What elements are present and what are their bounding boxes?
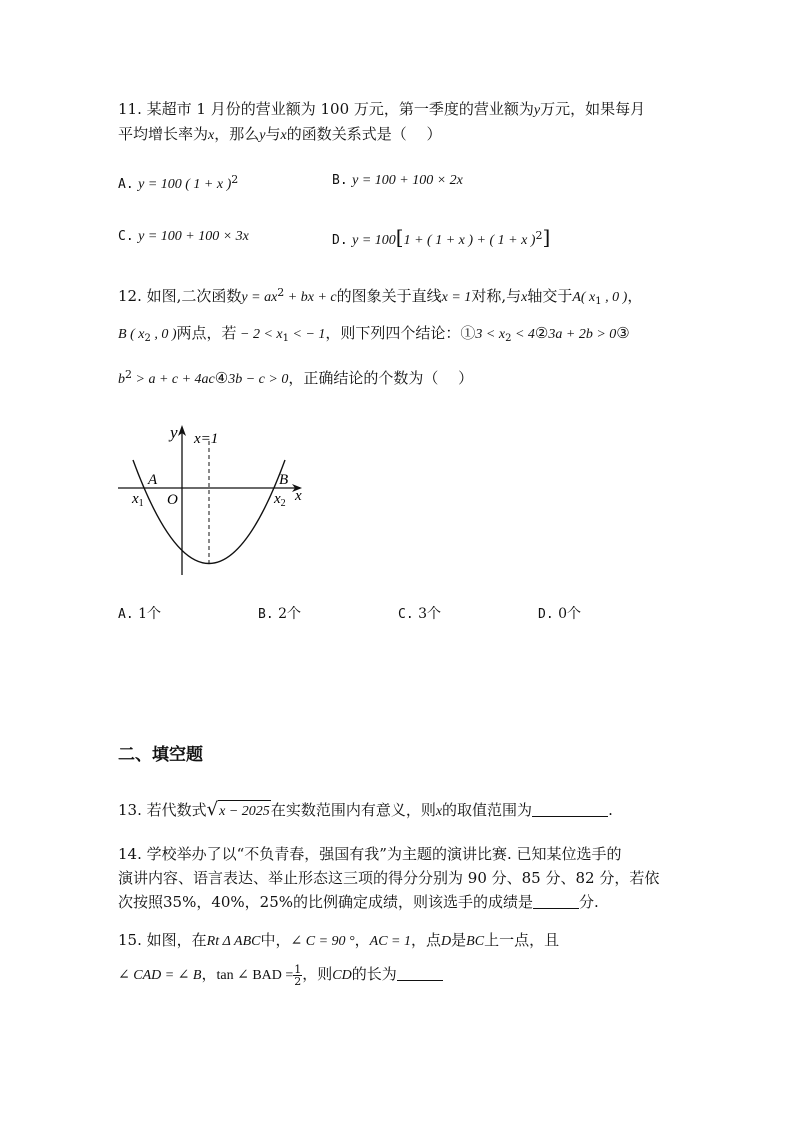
q15-line1 <box>118 929 559 953</box>
option-expr: 1 + ( 1 + x ) + ( 1 + x ) <box>403 233 536 248</box>
coord: , 0 ) <box>601 290 628 305</box>
punct: ， <box>354 931 370 949</box>
q11-text: 与 <box>265 125 281 143</box>
q13-line: 13. 若代数式√x − 2025在实数范围内有意义，则x的取值范围为 . <box>118 799 613 823</box>
conclusion-1: < 4 <box>511 327 535 342</box>
q12-line2 <box>118 322 630 350</box>
function-expr: + bx + c <box>284 290 337 305</box>
q12-text: 两点，若 <box>176 324 237 342</box>
q11-number: 11. <box>118 100 142 118</box>
conclusion-4: 3b − c > 0 <box>228 372 289 387</box>
conclusion-mark: ③ <box>616 324 630 342</box>
inequality: − 2 < x <box>236 327 283 342</box>
radicand: x − 2025 <box>218 800 271 823</box>
segment-bc: BC <box>466 934 485 949</box>
q14-text: 分. <box>579 893 599 911</box>
superscript: 2 <box>231 173 239 186</box>
q15-text: 上一点，且 <box>484 931 560 949</box>
fraction-denominator: 2 <box>294 974 302 988</box>
var-x: x <box>521 290 528 305</box>
point-b-label: B <box>279 472 289 488</box>
option-value: 2个 <box>278 606 302 622</box>
q11-text: 万元，如果每月 <box>540 100 646 118</box>
q12-number: 12. <box>118 287 142 305</box>
q14-number: 14. <box>118 845 142 863</box>
q12-option-c[interactable] <box>398 604 441 625</box>
q15-text: ，点 <box>411 931 442 949</box>
superscript: 2 <box>277 286 285 299</box>
option-label: B. <box>332 173 348 188</box>
x2-label-sub: 2 <box>280 498 286 509</box>
q12-text: 轴交于 <box>527 287 573 305</box>
axis-expr: x = 1 <box>441 290 472 305</box>
q15-text: 的长为 <box>351 965 397 983</box>
q14-text: 次按照35%，40%，25%的比例确定成绩，则该选手的成绩是 <box>118 893 534 911</box>
y-axis-label: y <box>170 423 178 442</box>
option-label: B. <box>258 607 274 622</box>
q12-text: ，则下列四个结论：① <box>325 324 476 342</box>
q11-option-d[interactable]: D. y = 100[1 + ( 1 + x ) + ( 1 + x )$^2$] <box>332 225 551 249</box>
point-b: B <box>118 327 127 342</box>
x2-label <box>273 491 286 509</box>
q12-option-b[interactable] <box>258 604 301 625</box>
option-label: A. <box>118 607 134 622</box>
q11-option-c[interactable] <box>118 226 249 247</box>
q15-number: 15. <box>118 931 142 949</box>
q11-text: 的函数关系式是（ ） <box>286 125 442 143</box>
q14-line2 <box>118 867 659 889</box>
coord: , 0 ) <box>150 327 177 342</box>
q12-line3 <box>118 364 473 391</box>
q12-text: 的图象关于直线 <box>336 287 442 305</box>
q14-text: 演讲内容、语言表达、举止形态这三项的得分分别为 90 分、85 分、82 分，若依 <box>118 869 660 887</box>
q15-text: 如图，在 <box>146 931 207 949</box>
option-expr: y = 100 + 100 × 2x <box>352 173 463 188</box>
fraction <box>293 964 302 987</box>
q11-option-b[interactable] <box>332 170 463 191</box>
x-axis-label: x <box>295 488 302 504</box>
subscript: 1 <box>282 333 289 344</box>
q11-line2 <box>118 123 441 147</box>
origin-label: O <box>167 492 178 508</box>
superscript: 2 <box>125 368 132 381</box>
superscript: 2 <box>535 229 543 242</box>
q14-line1 <box>118 843 622 865</box>
q11-text: ，那么 <box>214 125 260 143</box>
var-x: x <box>208 128 215 143</box>
q13-text: 的取值范围为 <box>442 801 533 819</box>
parabola-figure <box>110 415 310 585</box>
q13-text: 在实数范围内有意义，则 <box>270 801 436 819</box>
option-label: C. <box>398 607 414 622</box>
q12-line1 <box>118 282 642 313</box>
angle-expr: ∠ CAD = ∠ B <box>118 968 202 983</box>
tan-expr: tan ∠ BAD = <box>216 968 294 983</box>
conclusion-2: 3a + 2b > 0 <box>548 327 617 342</box>
punct: . <box>608 801 613 819</box>
option-expr: y = 100 + 100 × 3x <box>138 229 249 244</box>
function-expr: y = ax <box>241 290 278 305</box>
q11-text: 某超市 1 月份的营业额为 100 万元，第一季度的营业额为 <box>146 100 534 118</box>
subscript: 2 <box>505 333 512 344</box>
var-y: y <box>259 128 266 143</box>
q15-line2 <box>118 963 443 987</box>
triangle-expr: Rt Δ ABC <box>206 934 261 949</box>
x1-label <box>131 491 144 509</box>
subscript: 2 <box>144 333 151 344</box>
answer-blank[interactable] <box>532 801 608 817</box>
conclusion-mark: ② <box>534 324 549 342</box>
q15-text: 中， <box>260 931 291 949</box>
var-x: x <box>435 804 443 819</box>
q13-text: 若代数式 <box>146 801 207 819</box>
subscript: 1 <box>595 296 602 307</box>
var-y: y <box>533 103 541 118</box>
length-expr: AC = 1 <box>369 934 412 949</box>
conclusion-1: 3 < x <box>475 327 506 342</box>
point-d: D <box>441 934 452 949</box>
punct: ， <box>627 287 643 305</box>
option-label: A. <box>118 177 134 192</box>
angle-expr: ∠ C = 90 ° <box>290 934 355 949</box>
symmetry-label: x=1 <box>194 431 219 447</box>
option-expr: y = 100 <box>352 233 396 248</box>
answer-blank[interactable] <box>397 965 443 981</box>
x1-label-sub: 1 <box>138 498 144 509</box>
q15-text: ，则 <box>302 965 333 983</box>
coord: ( x <box>580 290 596 305</box>
option-value: 0个 <box>558 606 582 622</box>
option-value: 3个 <box>418 606 442 622</box>
q15-text: 是 <box>451 931 467 949</box>
q11-option-a[interactable] <box>118 170 238 195</box>
option-label: D. <box>538 607 554 622</box>
option-label: D. <box>332 233 348 248</box>
conclusion-3: > a + c + 4ac <box>132 372 215 387</box>
option-expr: y = 100 ( 1 + x ) <box>138 177 232 192</box>
option-value: 1个 <box>138 606 162 622</box>
segment-cd: CD <box>332 968 352 983</box>
q11-text: 平均增长率为 <box>118 125 209 143</box>
option-label: C. <box>118 229 134 244</box>
q12-option-d[interactable] <box>538 604 581 625</box>
q12-text: 对称,与 <box>471 287 522 305</box>
section-heading: 二、填空题 <box>118 745 203 765</box>
fraction-numerator: 1 <box>294 962 302 976</box>
q12-option-a[interactable] <box>118 604 161 625</box>
q12-text: 如图,二次函数 <box>146 287 242 305</box>
q14-text: 学校举办了以“不负青春，强国有我”为主题的演讲比赛. 已知某位选手的 <box>146 845 622 863</box>
x2-label-var: x <box>274 491 281 507</box>
punct: ， <box>201 965 217 983</box>
q13-number: 13. <box>118 801 142 819</box>
coord: ( x <box>126 327 145 342</box>
point-a: A <box>572 290 581 305</box>
inequality: < − 1 <box>289 327 326 342</box>
answer-blank[interactable] <box>533 893 579 909</box>
x1-label-var: x <box>132 491 139 507</box>
q12-text: ，正确结论的个数为（ ） <box>288 369 474 387</box>
var-x: x <box>280 128 287 143</box>
q11-line1 <box>118 98 645 122</box>
conclusion-mark: ④ <box>214 369 229 387</box>
q14-line3 <box>118 891 599 913</box>
conclusion-3: b <box>118 372 125 387</box>
point-a-label: A <box>148 472 158 488</box>
